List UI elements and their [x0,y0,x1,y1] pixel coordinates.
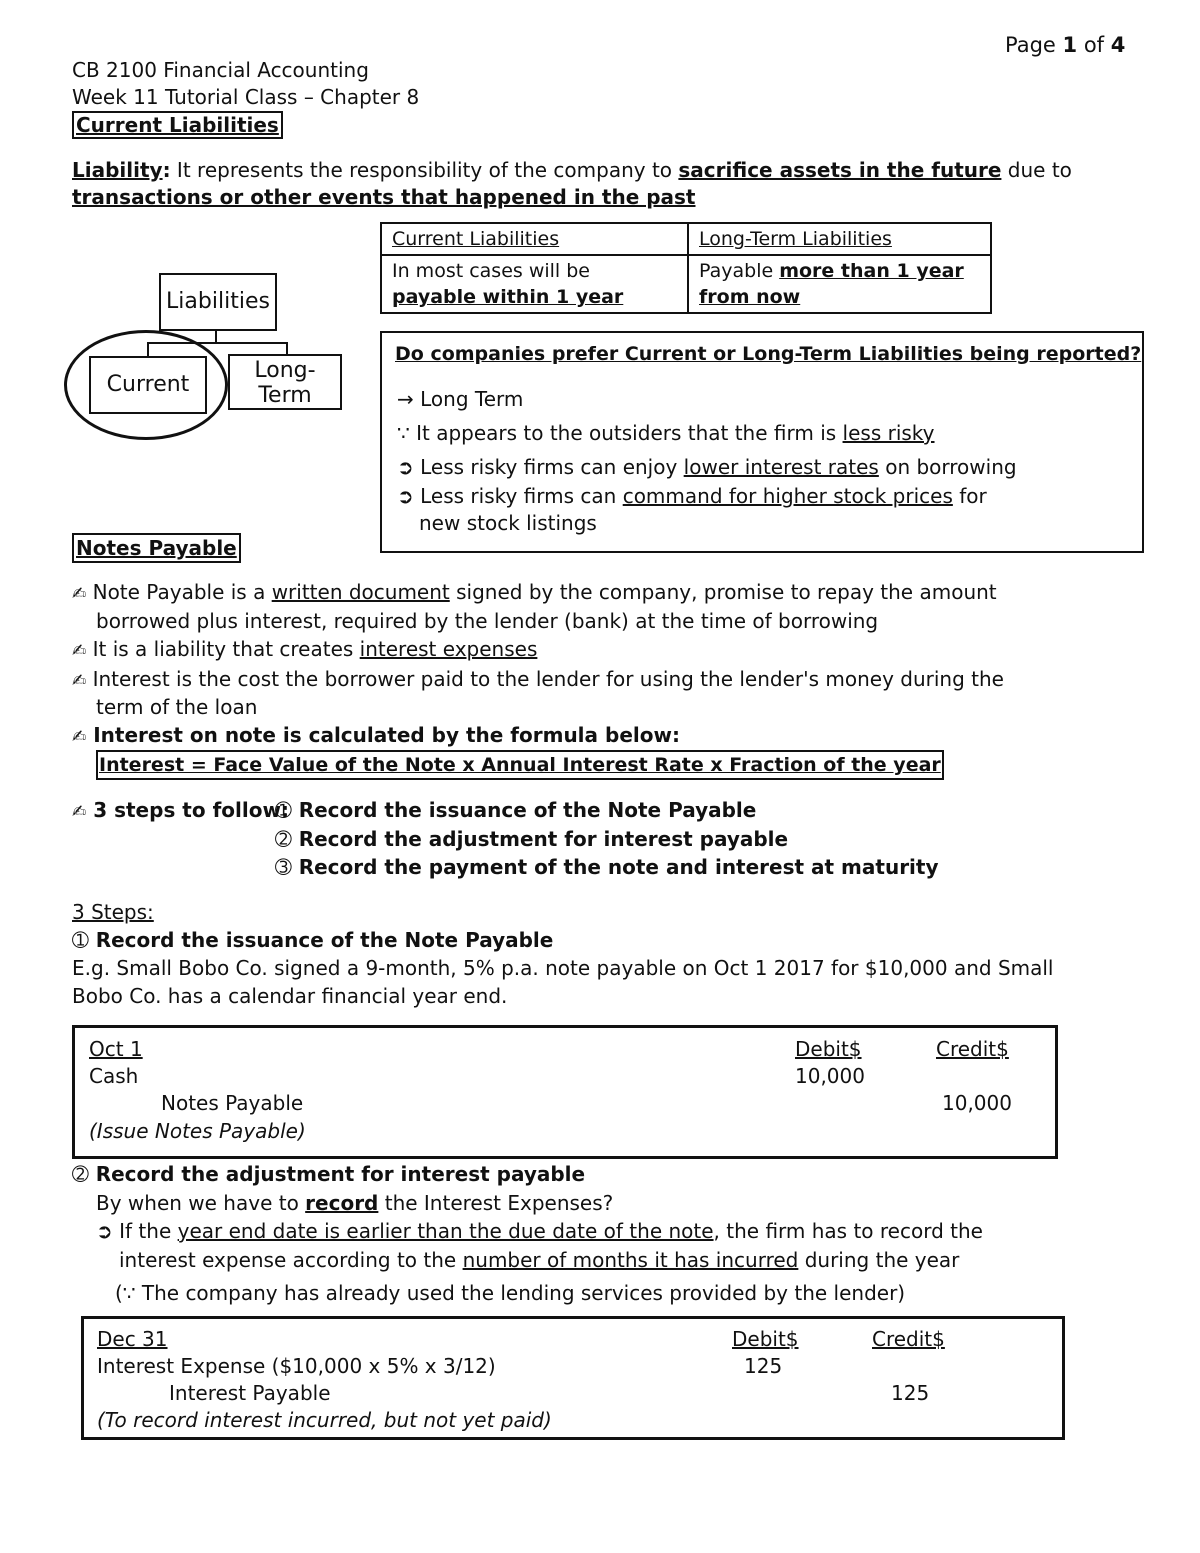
bullet-1-text-2: on borrowing [878,455,1017,479]
compare-longterm-emph-2: from now [699,286,801,308]
step-2-q-b: the Interest Expenses? [378,1191,614,1215]
diagram-root-label: Liabilities [166,289,270,314]
np-point-4 [72,723,680,747]
page-of: of [1077,33,1111,57]
page-prefix: Page [1005,33,1063,57]
np-step-1: ➀ Record the issuance of the Note Payable [275,798,757,822]
step-2-q-emph: record [305,1191,379,1215]
step-2-l1-a: If the [112,1219,178,1243]
page-total: 4 [1110,33,1126,57]
np-p2-a: It is a liability that creates [86,637,360,661]
journal-2-row-1-debit: 125 [744,1354,783,1378]
journal-2-row-2-credit: 125 [891,1381,930,1405]
np-p1-b: signed by the company, promise to repay the amount [449,580,997,604]
prefer-bullet-2-cont: new stock listings [419,511,597,535]
step-2-title: ➁ Record the adjustment for interest payable [72,1162,586,1186]
arrow-bullet-icon: ➲ [96,1219,113,1243]
diagram-root-box [159,273,277,331]
steps-title: 3 Steps: [72,900,154,924]
step-2-l1-emph: year end date is earlier than the due date of the note [177,1219,714,1243]
because-icon: ∵ [397,421,410,445]
np-point-1-cont: borrowed plus interest, required by the lender (bank) at the time of borrowing [96,609,879,633]
arrow-right-icon: → [397,387,414,411]
bullet-1-emph: lower interest rates [683,455,879,479]
np-p2-emph: interest expenses [359,637,538,661]
arrow-bullet-icon: ➲ [397,484,414,508]
np-point-1 [72,580,997,604]
journal-1-row-2-credit: 10,000 [942,1091,1012,1115]
np-steps-lead-label: 3 steps to follow: [86,798,289,822]
journal-2-row-2-account: Interest Payable [169,1381,331,1405]
journal-1-credit-head: Credit$ [936,1037,1009,1061]
bullet-2-text-1: Less risky firms can [413,484,623,508]
liabilities-compare-table [380,222,992,314]
prefer-bullet-2 [397,484,987,508]
course-title: CB 2100 Financial Accounting [72,58,369,82]
interest-formula: Interest = Face Value of the Note x Annual Interest Rate x Fraction of the year [96,750,944,780]
step-2-l2-a: interest expense according to the [119,1248,463,1272]
journal-1-date: Oct 1 [89,1037,143,1061]
np-p1-emph: written document [271,580,450,604]
journal-2-date: Dec 31 [97,1327,168,1351]
liability-definition [72,156,1072,184]
compare-head-current [381,223,688,255]
step-2-l2-emph: number of months it has incurred [462,1248,799,1272]
journal-entry-2 [81,1316,1065,1440]
diagram-longterm-label-2: Term [258,383,312,408]
np-steps-lead [72,798,289,822]
prefer-bullet-1 [397,455,1017,479]
because-text: It appears to the outsiders that the firm is [409,421,843,445]
page-current: 1 [1062,33,1078,57]
liability-emph-1: sacrifice assets in the future [678,158,1002,182]
writing-hand-icon: ✍ [72,671,87,691]
compare-cell-longterm [688,255,991,313]
arrow-bullet-icon: ➲ [397,455,414,479]
bullet-2-emph: command for higher stock prices [622,484,953,508]
journal-1-row-1-account: Cash [89,1064,139,1088]
np-step-2: ➁ Record the adjustment for interest payable [275,827,789,851]
diagram-current-label: Current [106,372,190,397]
step-2-line-3: (∵ The company has already used the lending services provided by the lender) [115,1281,906,1305]
liability-emph-2: transactions or other events that happened in the past [72,185,696,209]
step-1-example-2: Bobo Co. has a calendar financial year end. [72,984,508,1008]
journal-1-memo: (Issue Notes Payable) [89,1119,306,1143]
np-point-3-cont: term of the loan [96,695,258,719]
compare-current-text: In most cases will be [392,260,590,282]
journal-entry-1 [72,1025,1058,1159]
diagram-connector-right [286,342,288,354]
week-title: Week 11 Tutorial Class – Chapter 8 [72,85,420,109]
step-2-l2-b: during the year [798,1248,960,1272]
journal-2-credit-head: Credit$ [872,1327,945,1351]
writing-hand-icon: ✍ [72,641,87,661]
compare-head-longterm [688,223,991,255]
step-1-example-1: E.g. Small Bobo Co. signed a 9-month, 5% p.a. note payable on Oct 1 2017 for $10,000 and Small [72,956,1054,980]
prefer-question: Do companies prefer Current or Long-Term Liabilities being reported? [395,343,1142,365]
compare-longterm-text: Payable [699,260,780,282]
bullet-1-text-1: Less risky firms can enjoy [413,455,684,479]
bullet-2-text-2: for [952,484,987,508]
compare-current-emph: payable within 1 year [392,286,624,308]
prefer-answer-label: Long Term [420,387,524,411]
step-2-l1-b: , the firm has to record the [713,1219,983,1243]
diagram-connector-vertical [215,329,217,343]
journal-1-debit-head: Debit$ [795,1037,862,1061]
writing-hand-icon: ✍ [72,802,87,822]
because-emph: less risky [842,421,935,445]
compare-cell-current [381,255,688,313]
prefer-box [380,331,1144,553]
diagram-longterm-label-1: Long- [254,358,316,383]
journal-1-row-1-debit: 10,000 [795,1064,865,1088]
journal-1-row-2-account: Notes Payable [161,1091,304,1115]
section-title: Current Liabilities [72,111,283,139]
diagram-longterm-box [228,354,342,410]
np-step-3: ➂ Record the payment of the note and interest at maturity [275,855,939,879]
np-p3-a: Interest is the cost the borrower paid to the lender for using the lender's money during the [86,667,1004,691]
page-number [1005,33,1125,57]
prefer-answer [397,387,523,411]
step-2-line-1 [96,1219,983,1243]
writing-hand-icon: ✍ [72,727,87,747]
journal-2-row-1-account: Interest Expense ($10,000 x 5% x 3/12) [97,1354,496,1378]
np-point-2 [72,637,537,661]
compare-head-current-label: Current Liabilities [392,228,560,250]
step-2-question [96,1191,613,1215]
diagram-highlight-ellipse [64,330,228,440]
journal-2-memo: (To record interest incurred, but not yet paid) [97,1408,552,1432]
liability-text-2: due to [1001,158,1072,182]
notes-payable-title: Notes Payable [72,533,241,563]
step-2-q-a: By when we have to [96,1191,306,1215]
compare-head-longterm-label: Long-Term Liabilities [699,228,892,250]
liability-term: Liability [72,158,163,182]
step-2-line-2 [119,1248,959,1272]
np-p1-a: Note Payable is a [86,580,272,604]
liability-text-1: It represents the responsibility of the company to [170,158,679,182]
np-p4: Interest on note is calculated by the formula below: [86,723,680,747]
writing-hand-icon: ✍ [72,584,87,604]
journal-2-debit-head: Debit$ [732,1327,799,1351]
np-point-3 [72,667,1004,691]
liability-colon: : [162,158,171,182]
prefer-because [397,421,935,445]
step-1-title: ➀ Record the issuance of the Note Payable [72,928,554,952]
compare-longterm-emph-1: more than 1 year [779,260,964,282]
